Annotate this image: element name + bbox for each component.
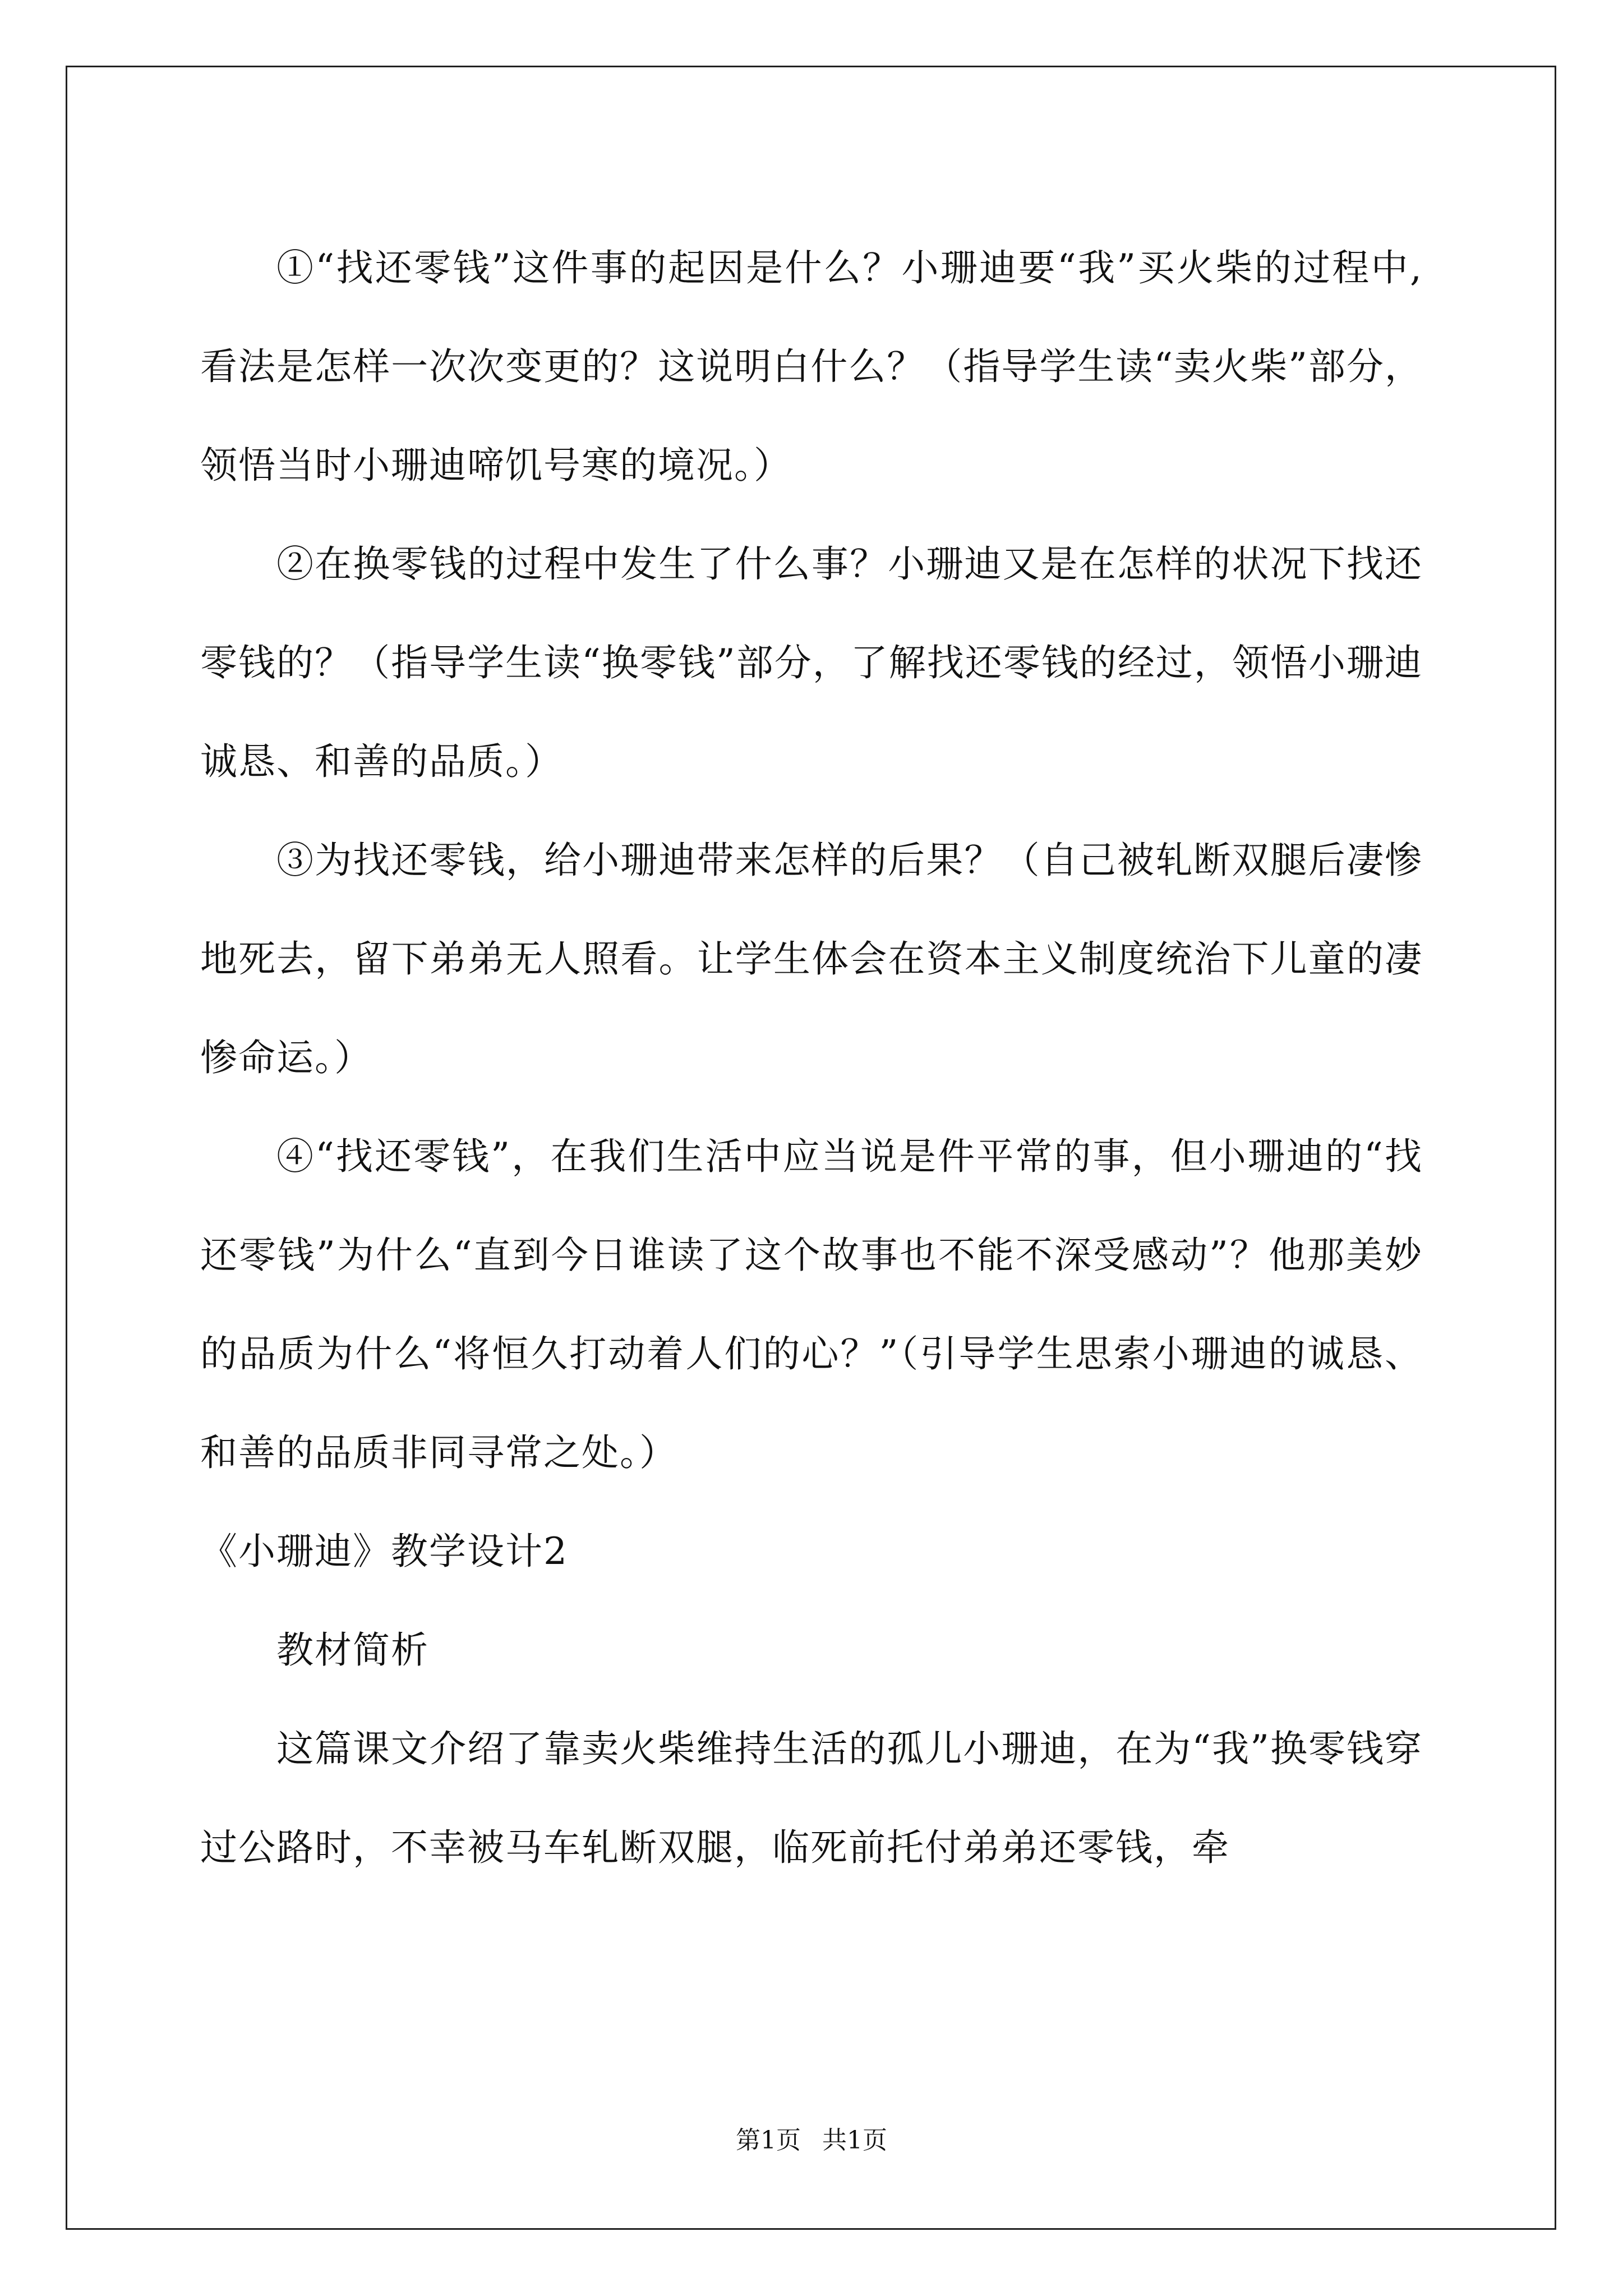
document-body — [200, 219, 1423, 1897]
section-title: 《小珊迪》教学设计2 — [200, 1530, 568, 1573]
paragraph-5: 这篇课文介绍了靠卖火柴维持生活的孤儿小珊迪，在为“我”换零钱穿过公路时，不幸被马车轧断双腿，临死前托付弟弟还零钱，牵 — [200, 1727, 1423, 1869]
subheading: 教材简析 — [276, 1628, 429, 1672]
page-number-total: 共1页 — [822, 2126, 887, 2155]
paragraph-1: ①“找还零钱”这件事的起因是什么？小珊迪要“我”买火柴的过程中,看法是怎样一次次变更的？这说明白什么？（指导学生读“卖火柴”部分，领悟当时小珊迪啼饥号寒的境况。） — [200, 246, 1423, 487]
page-footer — [0, 2124, 1623, 2157]
page-number-current: 第1页 — [736, 2126, 801, 2155]
paragraph-4: ④“找还零钱”，在我们生活中应当说是件平常的事，但小珊迪的“找还零钱”为什么“直到今日谁读了这个故事也不能不深受感动”？他那美妙的品质为什么“将恒久打动着人们的心？”（引导学生思索小珊迪的诚恳、和善的品质非同寻常之处。） — [200, 1135, 1423, 1474]
paragraph-2: ②在换零钱的过程中发生了什么事？小珊迪又是在怎样的状况下找还零钱的？（指导学生读“换零钱”部分，了解找还零钱的经过，领悟小珊迪诚恳、和善的品质。） — [200, 542, 1423, 783]
paragraph-3: ③为找还零钱，给小珊迪带来怎样的后果？（自己被轧断双腿后凄惨地死去，留下弟弟无人照看。让学生体会在资本主义制度统治下儿童的凄惨命运。） — [200, 839, 1423, 1079]
